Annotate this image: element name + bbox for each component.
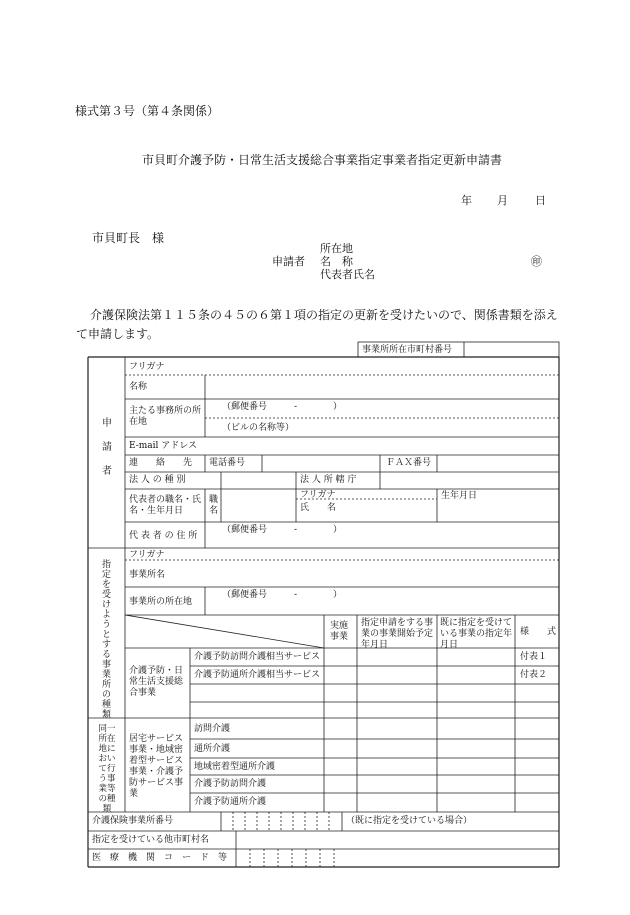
form-number: 様式第３号（第４条関係） — [75, 104, 220, 118]
col-start-date-label: 指定申請をする事業の事業開始予定年月日 — [361, 618, 434, 650]
contact-label: 連 絡 先 — [129, 458, 193, 468]
body-text-line1: 介護保険法第１１５条の４５の６第１項の指定の更新を受けたいので、関係書類を添え — [90, 308, 558, 322]
applicant-location-label: 所在地 — [320, 242, 353, 255]
birth-date-label: 生年月日 — [441, 491, 478, 501]
building-label: （ビルの名称等） — [222, 423, 295, 433]
fax-label: ＦＡＸ番号 — [386, 458, 432, 468]
section-applicant-label: 申請者 — [102, 418, 112, 477]
applicant-name-label: 名 称 — [320, 255, 353, 268]
kyotaku-services-label: 居宅サービス事業・地域密着型サービス事業・介護予防サービス事業 — [129, 734, 184, 799]
service-a-label: 訪問介護 — [194, 724, 231, 734]
already-designated-note: （既に指定を受けている場合） — [346, 816, 473, 826]
service-day-care-label: 介護予防通所介護相当サービス — [194, 670, 321, 680]
rep-address-label: 代 表 者 の 住 所 — [129, 531, 198, 541]
page-title: 市貝町介護予防・日常生活支援総合事業指定事業者指定更新申請書 — [142, 153, 503, 167]
date-month: 月 — [497, 194, 508, 207]
representative-label: 代表者氏名 — [320, 268, 375, 281]
service-e-label: 介護予防通所介護 — [194, 797, 267, 807]
addressee: 市貝町長 様 — [92, 231, 165, 245]
corp-authority-label: 法 人 所 轄 庁 — [300, 475, 357, 485]
main-office-label: 主たる事務所の所在地 — [129, 406, 202, 427]
form-attachment-1: 付表１ — [520, 652, 548, 662]
medical-code-label: 医 療 機 関 コ ー ド 等 — [92, 853, 228, 863]
service-b-label: 通所介護 — [194, 744, 231, 754]
office-name-label: 事業所名 — [129, 570, 166, 580]
section-same-location-label: 同一所在地において行う事業等の種類 — [98, 724, 116, 814]
rep-postal-label: （郵便番号 - ） — [222, 525, 343, 535]
applicant-label: 申請者 — [272, 255, 305, 268]
sogo-business-label: 介護予防・日常生活支援総合事業 — [129, 666, 184, 698]
furigana-label: フリガナ — [129, 362, 165, 372]
municipality-number-label: 事業所所在市町村番号 — [362, 345, 453, 355]
body-text-line2: て申請します。 — [76, 327, 160, 341]
job-title-label: 職名 — [209, 495, 219, 516]
office-postal-label: （郵便番号 - ） — [222, 590, 343, 600]
other-municipality-label: 指定を受けている他市町村名 — [92, 835, 210, 845]
office-furigana-label: フリガナ — [129, 550, 165, 560]
date-year: 年 — [461, 194, 472, 207]
seal-icon: ㊞ — [531, 255, 542, 268]
service-c-label: 地域密着型通所介護 — [194, 762, 276, 772]
phone-label: 電話番号 — [209, 458, 246, 468]
rep-furigana-label: フリガナ — [300, 490, 336, 500]
rep-name-label: 氏 名 — [300, 503, 337, 513]
col-designated-date-label: 既に指定を受けている事業の指定年月日 — [440, 618, 513, 650]
municipality-number-field[interactable] — [465, 343, 558, 356]
form-attachment-2: 付表２ — [520, 670, 548, 680]
service-home-visit-label: 介護予防訪問介護相当サービス — [194, 652, 321, 662]
email-label: E-mail アドレス — [129, 441, 198, 451]
insurance-number-label: 介護保険事業所番号 — [92, 816, 174, 826]
service-d-label: 介護予防訪問介護 — [194, 779, 267, 789]
section-office-label: 指定を受けようとする事業所の種類 — [101, 560, 111, 720]
rep-title-label: 代表者の職名・氏名・生年月日 — [129, 495, 202, 516]
postal-label: （郵便番号 - ） — [222, 402, 343, 412]
office-address-label: 事業所の所在地 — [129, 597, 193, 607]
name-label: 名称 — [129, 382, 148, 392]
date-day: 日 — [535, 194, 546, 207]
corp-type-label: 法 人 の 種 別 — [129, 475, 186, 485]
col-implemented-label: 実施事業 — [330, 621, 349, 642]
col-form-label: 様 式 — [520, 627, 557, 637]
